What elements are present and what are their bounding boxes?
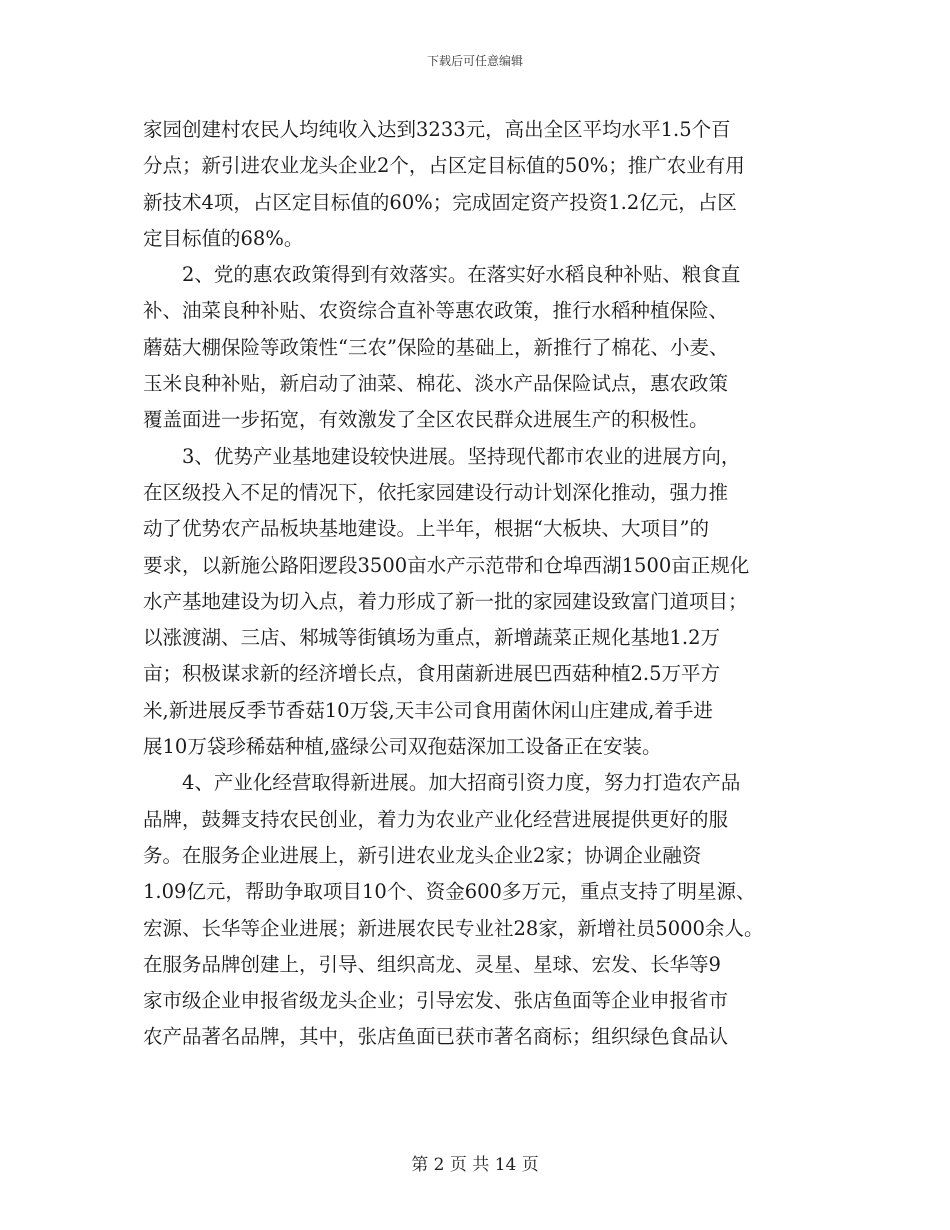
text-line: 定目标值的68%。 — [143, 226, 304, 250]
text-line: 水产基地建设为切入点，着力形成了新一批的家园建设致富门道项目； — [143, 589, 748, 613]
paragraph-start-line: 2、党的惠农政策得到有效落实。在落实好水稻良种补贴、粮食直 — [182, 263, 741, 287]
text-line: 以涨渡湖、三店、邾城等街镇场为重点，新增蔬菜正规化基地1.2万 — [143, 626, 721, 650]
text-line: 在服务品牌创建上，引导、组织高龙、灵星、星球、宏发、长华等9 — [143, 952, 721, 976]
paragraph-start-line: 4、产业化经营取得新进展。加大招商引资力度，努力打造农产品 — [182, 771, 741, 795]
text-line: 蘑菇大棚保险等政策性“三农”保险的基础上，新推行了棉花、小麦、 — [143, 335, 729, 359]
text-line: 米,新进展反季节香菇10万袋,天丰公司食用菌休闲山庄建成,着手进 — [143, 698, 713, 722]
text-line: 家园创建村农民人均纯收入达到3233元，高出全区平均水平1.5个百 — [143, 118, 731, 141]
text-line: 补、油菜良种补贴、农资综合直补等惠农政策，推行水稻种植保险、 — [143, 299, 729, 323]
text-line: 家市级企业申报省级龙头企业；引导宏发、张店鱼面等企业申报省市 — [143, 989, 729, 1013]
text-line: 农产品著名品牌，其中，张店鱼面已获市著名商标；组织绿色食品认 — [143, 1025, 729, 1049]
text-line: 玉米良种补贴，新启动了油菜、棉花、淡水产品保险试点，惠农政策 — [143, 372, 729, 396]
text-line: 新技术4项，占区定目标值的60%；完成固定资产投资1.2亿元，占区 — [143, 190, 737, 214]
text-line: 品牌，鼓舞支持农民创业，着力为农业产业化经营进展提供更好的服 — [143, 807, 729, 831]
text-line: 动了优势农产品板块基地建设。上半年，根据“大板块、大项目”的 — [143, 517, 709, 541]
page-footer: 第 2 页 共 14 页 — [411, 1155, 539, 1175]
text-line: 务。在服务企业进展上，新引进农业龙头企业2家；协调企业融资 — [143, 843, 702, 867]
document-body — [143, 112, 823, 1056]
text-line: 亩；积极谋求新的经济增长点，食用菌新进展巴西菇种植2.5万平方 — [143, 662, 721, 686]
page-header: 下载后可任意编辑 — [426, 54, 523, 68]
paragraph-start-line: 3、优势产业基地建设较快进展。坚持现代都市农业的进展方向， — [182, 444, 741, 468]
text-line: 在区级投入不足的情况下，依托家园建设行动计划深化推动，强力推 — [143, 480, 729, 504]
text-line: 宏源、长华等企业进展；新进展农民专业社28家，新增社员5000余人。 — [143, 916, 764, 940]
text-line: 1.09亿元，帮助争取项目10个、资金600多万元，重点支持了明星源、 — [143, 880, 756, 904]
text-line: 分点；新引进农业龙头企业2个，占区定目标值的50%；推广农业有用 — [143, 154, 745, 178]
text-line: 展10万袋珍稀菇种植,盛绿公司双孢菇深加工设备正在安装。 — [143, 735, 662, 759]
text-line: 要求，以新施公路阳逻段3500亩水产示范带和仓埠西湖1500亩正规化 — [143, 553, 750, 577]
text-line: 覆盖面进一步拓宽，有效激发了全区农民群众进展生产的积极性。 — [143, 408, 709, 432]
